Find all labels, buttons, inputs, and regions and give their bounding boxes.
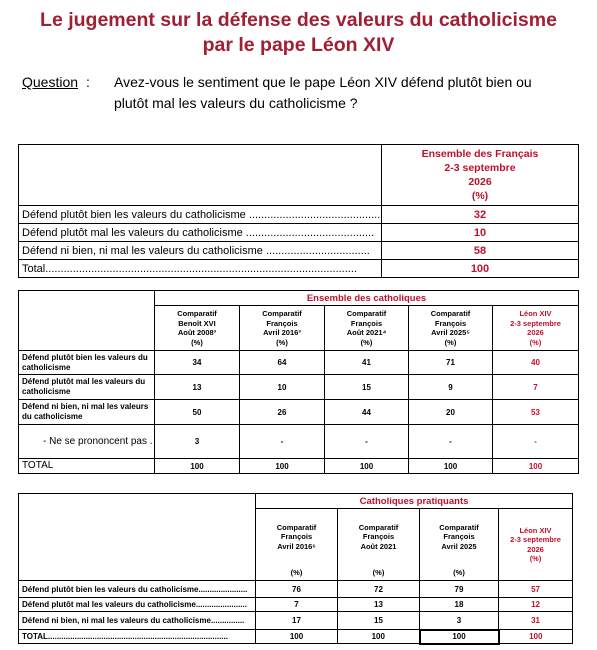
- table-row: [19, 351, 579, 375]
- cell-value: 100: [420, 630, 499, 644]
- row-label: Défend ni bien, ni mal les valeurs du catholicisme: [19, 400, 155, 425]
- pct-label: (%): [420, 565, 499, 581]
- table-row: [19, 459, 579, 474]
- row-value: 32: [382, 206, 579, 224]
- cell-value: 100: [338, 630, 420, 644]
- col-line: Comparatif: [439, 522, 479, 532]
- cell-value: 79: [420, 581, 499, 598]
- table3-column-header: [499, 509, 573, 581]
- table2-section-title: Ensemble des catholiques: [155, 291, 579, 306]
- col-line: Comparatif: [262, 309, 302, 318]
- table-row: [19, 242, 579, 260]
- page-title: [0, 8, 597, 58]
- table-ensemble-catholiques: [18, 290, 579, 474]
- table-catholiques-pratiquants: [18, 493, 573, 645]
- table1-header-line: 2-3 septembre: [444, 162, 516, 174]
- row-label: Défend ni bien, ni mal les valeurs du catholicisme...............: [19, 612, 256, 630]
- table-row: [19, 598, 573, 612]
- row-label: TOTAL.................................................................................: [19, 630, 256, 644]
- table-row: [19, 612, 573, 630]
- title-line-1: Le jugement sur la défense des valeurs du catholicisme: [40, 9, 557, 31]
- row-value: 100: [382, 260, 579, 278]
- row-label: Défend plutôt mal les valeurs du catholicisme.......................: [19, 598, 256, 612]
- row-label: Défend plutôt bien les valeurs du catholicisme: [19, 351, 155, 375]
- table-row: [19, 630, 573, 644]
- table1-header-line: (%): [471, 190, 489, 202]
- cell-value: 41: [325, 351, 409, 375]
- col-line: 2-3 septembre: [510, 318, 561, 328]
- table2-column-header: [409, 306, 493, 351]
- table-row: [19, 224, 579, 242]
- cell-value: 76: [256, 581, 338, 598]
- col-line: (%): [191, 337, 203, 347]
- question-colon: :: [86, 74, 90, 90]
- row-label: Défend plutôt bien les valeurs du catholicisme ...........................................: [19, 206, 382, 224]
- cell-value: 26: [240, 400, 325, 425]
- cell-value: 3: [420, 612, 499, 630]
- row-value: 58: [382, 242, 579, 260]
- row-label: Défend plutôt mal les valeurs du catholicisme ..........................................: [19, 224, 382, 242]
- col-line: François: [266, 318, 298, 328]
- row-label: Total......................................................................................................: [19, 260, 382, 278]
- col-line: Léon XIV: [519, 525, 552, 535]
- cell-value: 34: [155, 351, 240, 375]
- col-line: François: [362, 532, 395, 541]
- table1-header-line: 2026: [468, 176, 492, 188]
- cell-value: 3: [155, 425, 240, 459]
- table1-header-line: Ensemble des Français: [421, 148, 539, 160]
- table2-column-header: [240, 306, 325, 351]
- col-line: François: [350, 318, 383, 328]
- row-value: 10: [382, 224, 579, 242]
- table-row: [19, 206, 579, 224]
- table-row: [19, 425, 579, 459]
- row-label: TOTAL: [19, 459, 155, 474]
- col-line: Comparatif: [430, 309, 471, 318]
- pct-label: (%): [256, 565, 338, 581]
- table-row: [19, 260, 579, 278]
- table-row: [19, 400, 579, 425]
- cell-value: 12: [499, 598, 573, 612]
- table1-column-header: [382, 145, 579, 206]
- cell-value: 100: [155, 459, 240, 474]
- cell-value: -: [325, 425, 409, 459]
- cell-value: -: [493, 425, 579, 459]
- row-label: Défend plutôt bien les valeurs du catholicisme......................: [19, 581, 256, 598]
- table3-section-title: Catholiques pratiquants: [256, 494, 573, 509]
- cell-value: 72: [338, 581, 420, 598]
- cell-value: 10: [240, 375, 325, 400]
- cell-value: 15: [325, 375, 409, 400]
- col-line: Comparatif: [346, 309, 387, 318]
- col-line: 2026: [527, 328, 544, 337]
- col-line: Comparatif: [358, 522, 399, 532]
- cell-value: 100: [325, 459, 409, 474]
- cell-value: 9: [409, 375, 493, 400]
- col-line: Août 2021⁴: [346, 328, 387, 337]
- col-line: François: [434, 318, 467, 328]
- col-line: (%): [360, 337, 373, 347]
- cell-value: 100: [256, 630, 338, 644]
- pct-label: (%): [338, 565, 420, 581]
- table2-corner: [19, 291, 155, 351]
- cell-value: 100: [493, 459, 579, 474]
- col-line: Août 2021: [360, 541, 397, 551]
- row-label: Défend ni bien, ni mal les valeurs du catholicisme ..................................: [19, 242, 382, 260]
- row-label: - Ne se prononcent pas .: [19, 425, 155, 459]
- cell-value: 53: [493, 400, 579, 425]
- col-line: (%): [529, 554, 542, 563]
- col-line: (%): [529, 337, 542, 347]
- table2-column-header: [325, 306, 409, 351]
- question-text: Avez-vous le sentiment que le pape Léon XIV défend plutôt bien ou plutôt mal les valeurs du catholicisme ?: [114, 74, 532, 111]
- cell-value: 13: [338, 598, 420, 612]
- col-line: 2026: [527, 544, 544, 554]
- col-line: 2-3 septembre: [510, 535, 561, 544]
- table3-column-header: [420, 509, 499, 565]
- cell-value: 100: [499, 630, 573, 644]
- row-label: Défend plutôt mal les valeurs du catholicisme: [19, 375, 155, 400]
- cell-value: 13: [155, 375, 240, 400]
- cell-value: 44: [325, 400, 409, 425]
- col-line: Août 2008³: [177, 328, 217, 337]
- col-line: Avril 2025⁵: [431, 328, 470, 337]
- cell-value: 18: [420, 598, 499, 612]
- cell-value: 7: [493, 375, 579, 400]
- cell-value: 100: [240, 459, 325, 474]
- cell-value: 15: [338, 612, 420, 630]
- cell-value: 40: [493, 351, 579, 375]
- table-row: [19, 375, 579, 400]
- col-line: Avril 2016⁶: [277, 541, 316, 551]
- cell-value: 71: [409, 351, 493, 375]
- col-line: Avril 2016³: [263, 328, 301, 337]
- col-line: Comparatif: [276, 522, 317, 532]
- col-line: François: [443, 532, 475, 541]
- title-line-2: par le pape Léon XIV: [202, 34, 395, 56]
- cell-value: 17: [256, 612, 338, 630]
- cell-value: 57: [499, 581, 573, 598]
- cell-value: 64: [240, 351, 325, 375]
- cell-value: 50: [155, 400, 240, 425]
- table2-column-header: [493, 306, 579, 351]
- table-ensemble-francais: [18, 144, 579, 278]
- col-line: Benoît XVI: [178, 318, 216, 328]
- question-label: Question: [22, 74, 79, 90]
- cell-value: 100: [409, 459, 493, 474]
- table1-corner: [19, 145, 382, 206]
- col-line: Comparatif: [177, 309, 217, 318]
- col-line: (%): [444, 337, 457, 347]
- col-line: (%): [276, 337, 288, 347]
- cell-value: 31: [499, 612, 573, 630]
- table-row: [19, 581, 573, 598]
- cell-value: -: [409, 425, 493, 459]
- table3-column-header: [338, 509, 420, 565]
- cell-value: -: [240, 425, 325, 459]
- table3-column-header: [256, 509, 338, 565]
- table3-corner: [19, 494, 256, 581]
- col-line: Léon XIV: [519, 309, 552, 318]
- cell-value: 20: [409, 400, 493, 425]
- cell-value: 7: [256, 598, 338, 612]
- col-line: Avril 2025: [441, 541, 477, 551]
- table2-column-header: [155, 306, 240, 351]
- col-line: François: [280, 532, 313, 541]
